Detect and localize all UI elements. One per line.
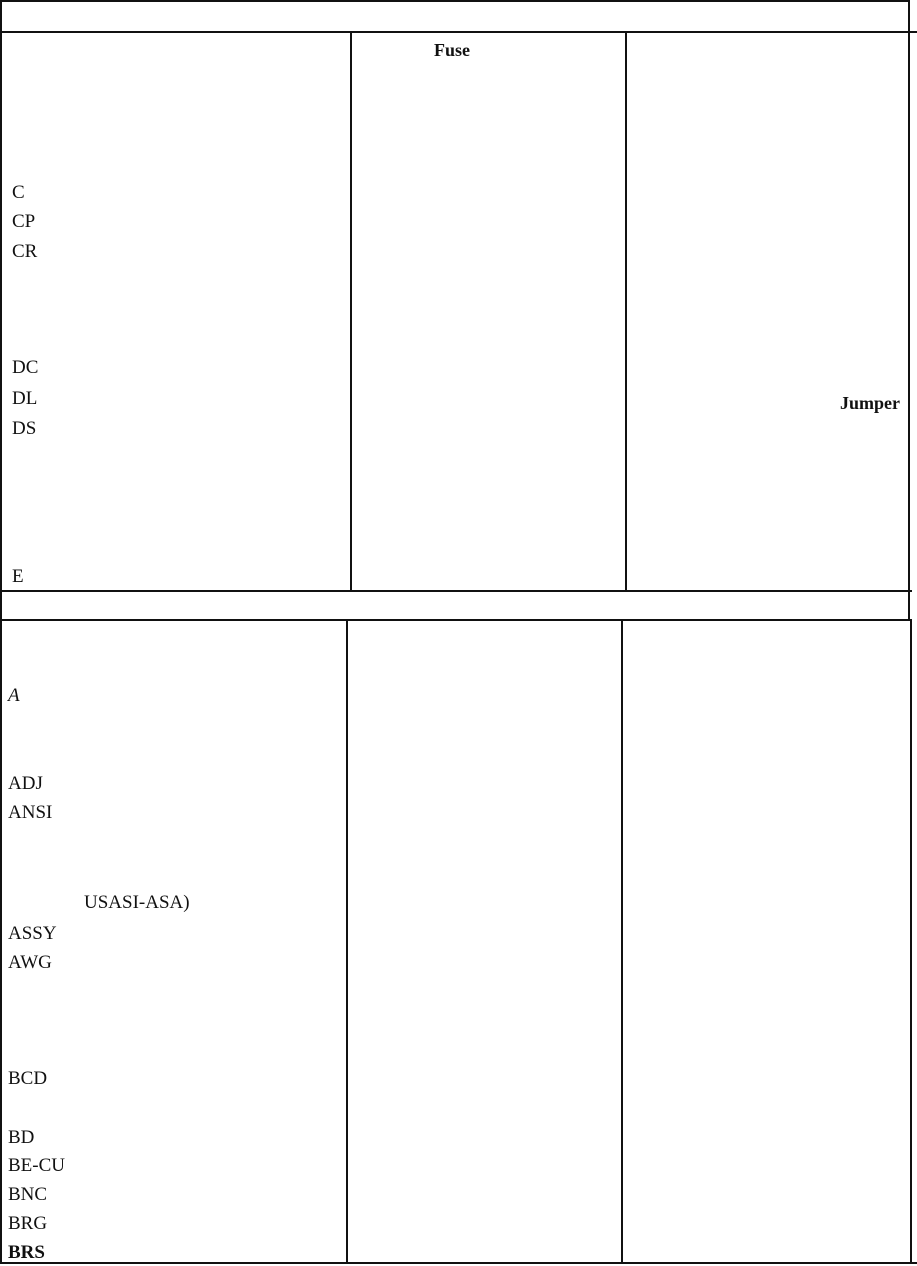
section-divider-bottom bbox=[0, 619, 912, 621]
bottom-col-divider-1 bbox=[346, 619, 348, 1264]
top-header-divider bbox=[0, 31, 917, 33]
top-col-divider-2 bbox=[625, 31, 627, 592]
top-col1-item-dc: DC bbox=[12, 357, 39, 378]
bottom-col1-item-assy: ASSY bbox=[8, 923, 57, 944]
right-border bbox=[908, 0, 910, 621]
bottom-col1-item-awg: AWG bbox=[8, 952, 52, 973]
bottom-col1-item-bcd: BCD bbox=[8, 1068, 48, 1089]
bottom-col1-item-bd: BD bbox=[8, 1127, 35, 1148]
top-col1-item-e: E bbox=[12, 566, 24, 587]
bottom-border bbox=[0, 1262, 917, 1264]
bottom-col1-item-a: A bbox=[8, 685, 20, 706]
top-col1-item-ds: DS bbox=[12, 418, 37, 439]
bottom-col1-item-brg: BRG bbox=[8, 1213, 48, 1234]
top-col1-item-dl: DL bbox=[12, 388, 38, 409]
top-col1-item-cr: CR bbox=[12, 241, 38, 262]
right-border-lower bbox=[910, 619, 912, 1264]
top-col1-item-c: C bbox=[12, 182, 25, 203]
bottom-col1-item-ansi: ANSI bbox=[8, 802, 53, 823]
bottom-col1-item-adj: ADJ bbox=[8, 773, 43, 794]
bottom-col1-item-bnc: BNC bbox=[8, 1184, 48, 1205]
left-border bbox=[0, 0, 2, 1264]
top-col2-item-fuse: Fuse bbox=[434, 40, 470, 60]
top-col-divider-1 bbox=[350, 31, 352, 592]
bottom-col-divider-2 bbox=[621, 619, 623, 1264]
bottom-col1-item-be-cu: BE-CU bbox=[8, 1155, 65, 1176]
bottom-col1-item-usasi-asa: USASI-ASA) bbox=[84, 892, 190, 913]
top-border bbox=[0, 0, 910, 2]
top-col3-item-jumper: Jumper bbox=[840, 393, 900, 413]
top-col1-item-cp: CP bbox=[12, 211, 36, 232]
section-divider-top bbox=[0, 590, 912, 592]
bottom-col1-item-brs: BRS bbox=[8, 1242, 45, 1263]
